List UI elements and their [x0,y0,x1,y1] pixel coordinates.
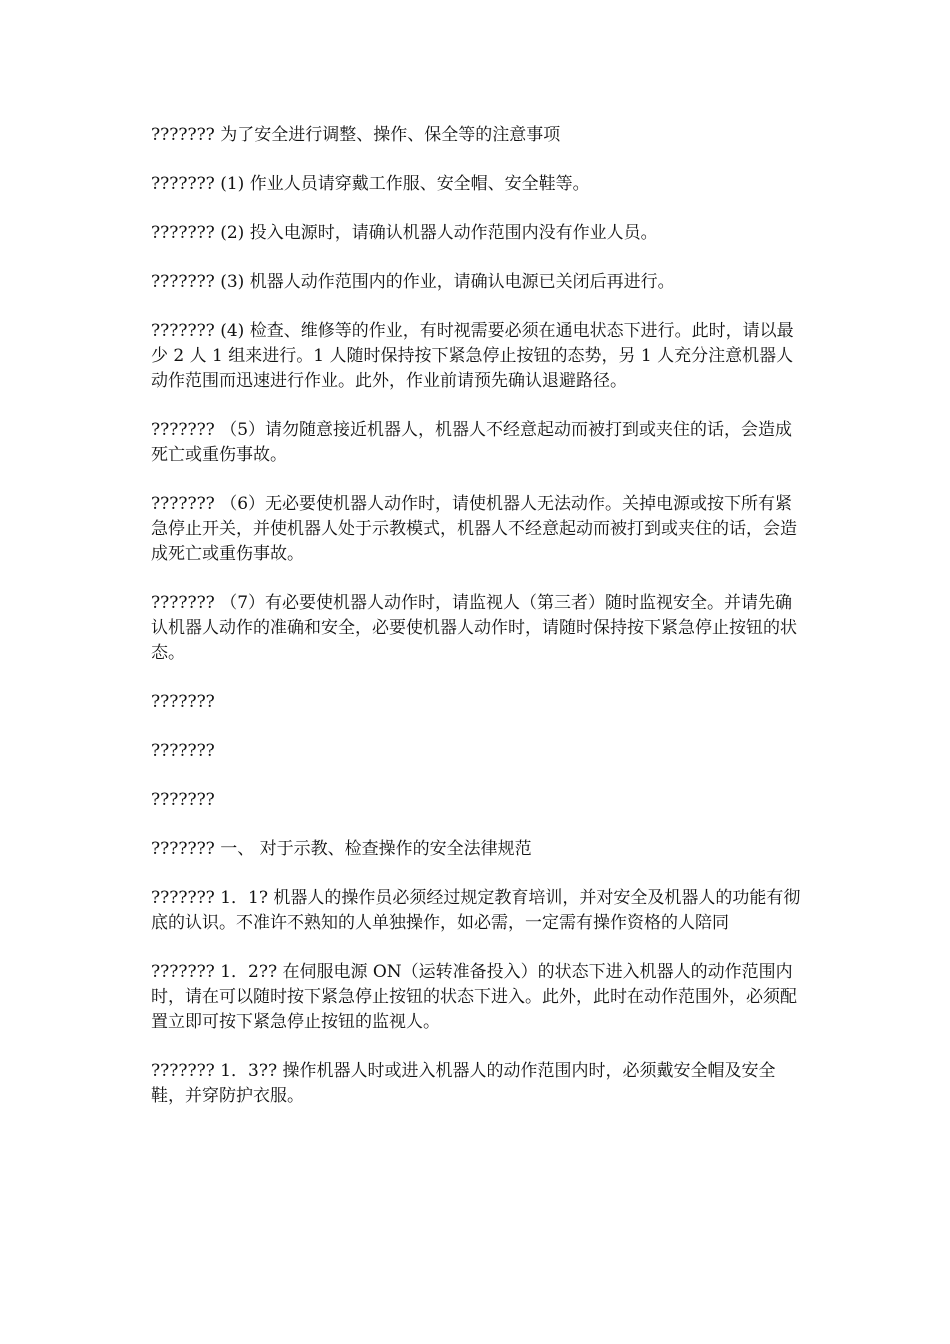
paragraph-item-3: ??????? (3) 机器人动作范围内的作业，请确认电源已关闭后再进行。 [151,272,675,292]
document-body [151,123,801,1133]
paragraph-1-3: ??????? 1．3?? 操作机器人时或进入机器人的动作范围内时，必须戴安全帽及安全鞋，并穿防护衣服。 [151,1061,776,1106]
heading-safety-precautions: ??????? 为了安全进行调整、操作、保全等的注意事项 [151,125,561,145]
paragraph-item-1: ??????? (1) 作业人员请穿戴工作服、安全帽、安全鞋等。 [151,174,590,194]
paragraph-item-5: ??????? （5）请勿随意接近机器人，机器人不经意起动而被打到或夹住的话，会造成死亡或重伤事故。 [151,420,793,465]
paragraph-item-6: ??????? （6）无必要使机器人动作时，请使机器人无法动作。关掉电源或按下所有紧急停止开关，并使机器人处于示教模式，机器人不经意起动而被打到或夹住的话，会造成死亡或重伤事故。 [151,494,797,564]
paragraph-item-2: ??????? (2) 投入电源时，请确认机器人动作范围内没有作业人员。 [151,223,658,243]
section-heading-1: ??????? 一、 对于示教、检查操作的安全法律规范 [151,839,532,859]
paragraph-1-1: ??????? 1．1? 机器人的操作员必须经过规定教育培训，并对安全及机器人的功能有彻底的认识。不准许不熟知的人单独操作，如必需，一定需有操作资格的人陪同 [151,888,801,933]
paragraph-item-4: ??????? (4) 检查、维修等的作业，有时视需要必须在通电状态下进行。此时，请以最少 2 人 1 组来进行。1 人随时保持按下紧急停止按钮的态势，另 1 人充分注意机器人动作范围而迅速进行作业。此外，作业前请预先确认退避路径。 [151,321,794,391]
placeholder-line-1: ??????? [151,692,215,712]
paragraph-1-2: ??????? 1．2?? 在伺服电源 ON（运转准备投入）的状态下进入机器人的动作范围内时，请在可以随时按下紧急停止按钮的状态下进入。此外，此时在动作范围外，必须配置立即可按下紧急停止按钮的监视人。 [151,962,797,1032]
paragraph-item-7: ??????? （7）有必要使机器人动作时，请监视人（第三者）随时监视安全。并请先确认机器人动作的准确和安全，必要使机器人动作时，请随时保持按下紧急停止按钮的状态。 [151,593,797,663]
placeholder-line-3: ??????? [151,790,215,810]
placeholder-line-2: ??????? [151,741,215,761]
